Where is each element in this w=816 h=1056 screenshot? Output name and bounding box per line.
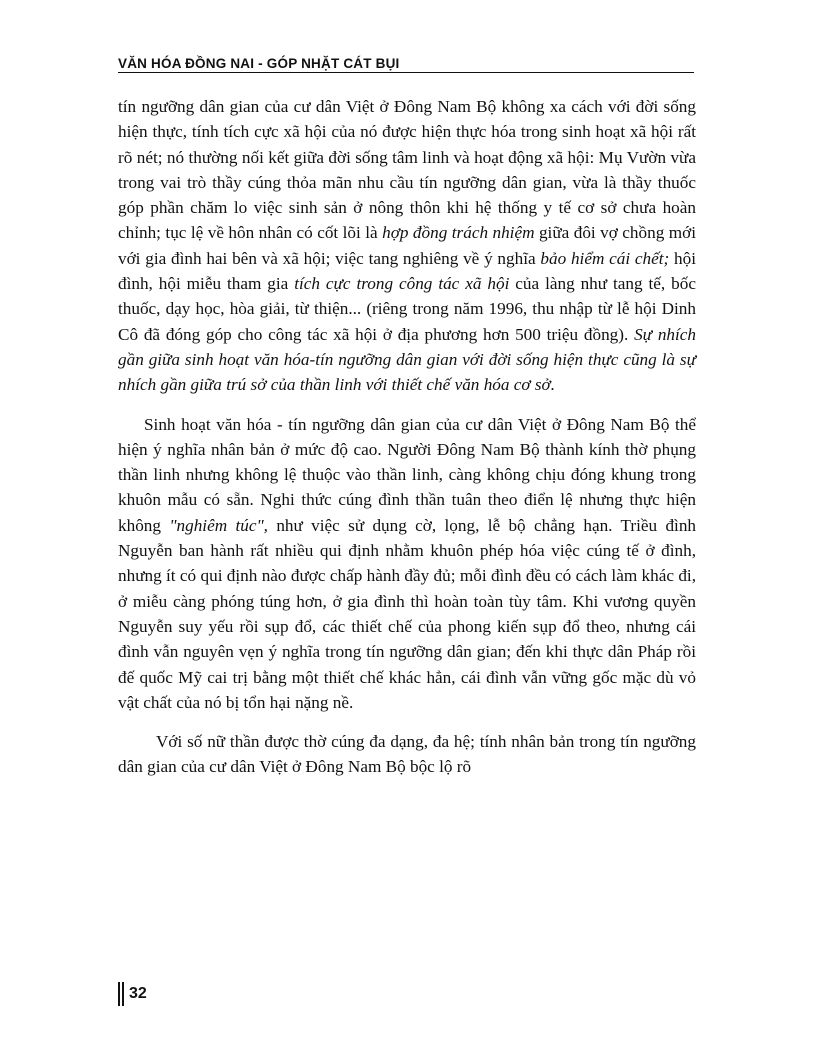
page-number: 32 bbox=[129, 985, 147, 1002]
italic-segment: hợp đồng trách nhiệm bbox=[382, 223, 535, 243]
text-segment: Với số nữ thần được thờ cúng đa dạng, đa hệ; tính nhân bản trong tín ngưỡng dân gian của cư dân Việt ở Đông Nam Bộ bộc lộ rõ bbox=[118, 732, 696, 777]
italic-segment: "nghiêm túc", bbox=[169, 515, 268, 535]
text-segment: của làng như tang tế, bốc thuốc, dạy học, hòa giải, từ thiện... (riêng trong năm 1996, thu nhập từ lễ hội Dinh Cô đã đóng góp cho công tác xã hội ở địa phương hơn 500 triệu đồng). bbox=[118, 274, 696, 344]
header-title: VĂN HÓA ĐỒNG NAI - GÓP NHẶT CÁT BỤI bbox=[118, 56, 404, 71]
running-header bbox=[118, 50, 694, 73]
text-segment: tín ngưỡng dân gian của cư dân Việt ở Đông Nam Bộ không xa cách với đời sống hiện thực, tính tích cực xã hội của nó được hiện thực hóa trong sinh hoạt xã hội rất rõ nét; nó thường nối kết giữa đời sống tâm linh và hoạt động xã hội: Mụ Vườn vừa trong vai trò thầy cúng thỏa mãn nhu cầu tín ngưỡng dân gian, vừa là thầy thuốc góp phần chăm lo việc sinh sản ở nông thôn khi hệ thống y tế cơ sở chưa hoàn chỉnh; tục lệ về hôn nhân có cốt lõi là bbox=[118, 97, 696, 243]
page-footer bbox=[118, 981, 147, 1007]
italic-segment: tích cực trong công tác xã hội bbox=[294, 274, 510, 294]
text-segment: như việc sử dụng cờ, lọng, lễ bộ chẳng hạn. Triều đình Nguyễn ban hành rất nhiều qui định nhằm khuôn phép hóa việc cúng tế ở đình, nhưng ít có qui định nào được chấp hành đầy đủ; mỗi đình đều có cách làm khác đi, ở miễu càng phóng túng hơn, ở gia đình thì hoàn toàn tùy tâm. Khi vương quyền Nguyễn suy yếu rồi sụp đổ, các thiết chế của phong kiến sụp đổ theo, nhưng cái đình vẫn nguyên vẹn ý nghĩa trong tín ngưỡng dân gian; đến khi thực dân Pháp rồi đế quốc Mỹ cai trị bằng một thiết chế khác hẳn, cái đình vẫn vững gốc mặc dù vỏ vật chất của nó bị tổn hại nặng nề. bbox=[118, 515, 697, 712]
paragraph-2 bbox=[118, 412, 696, 716]
text-segment: giữa đôi vợ chồng mới với gia đình hai bên và xã hội; việc tang nghiêng về ý nghĩa bbox=[118, 223, 696, 268]
text-segment: Sinh hoạt văn hóa - tín ngưỡng dân gian của cư dân Việt ở Đông Nam Bộ thể hiện ý nghĩa nhân bản ở mức độ cao. Người Đông Nam Bộ thành kính thờ phụng thần linh nhưng không lệ thuộc vào thần linh, càng không chịu đóng khung trong khuôn mẫu có sẵn. Nghi thức cúng đình thần tuân theo điển lệ nhưng thực hiện không bbox=[118, 414, 696, 535]
paragraph-3 bbox=[118, 729, 696, 780]
text-segment: hội đình, hội miễu tham gia bbox=[118, 248, 696, 294]
page-body bbox=[118, 94, 696, 780]
italic-segment: Sự nhích gần giữa sinh hoạt văn hóa-tín ngưỡng dân gian với đời sống hiện thực cũng là sự nhích gần giữa trú sở của thần linh với thiết chế văn hóa cơ sở. bbox=[118, 324, 697, 395]
paragraph-1 bbox=[118, 94, 696, 398]
double-bar-ornament bbox=[118, 982, 125, 1006]
italic-segment: bảo hiểm cái chết; bbox=[540, 248, 670, 268]
